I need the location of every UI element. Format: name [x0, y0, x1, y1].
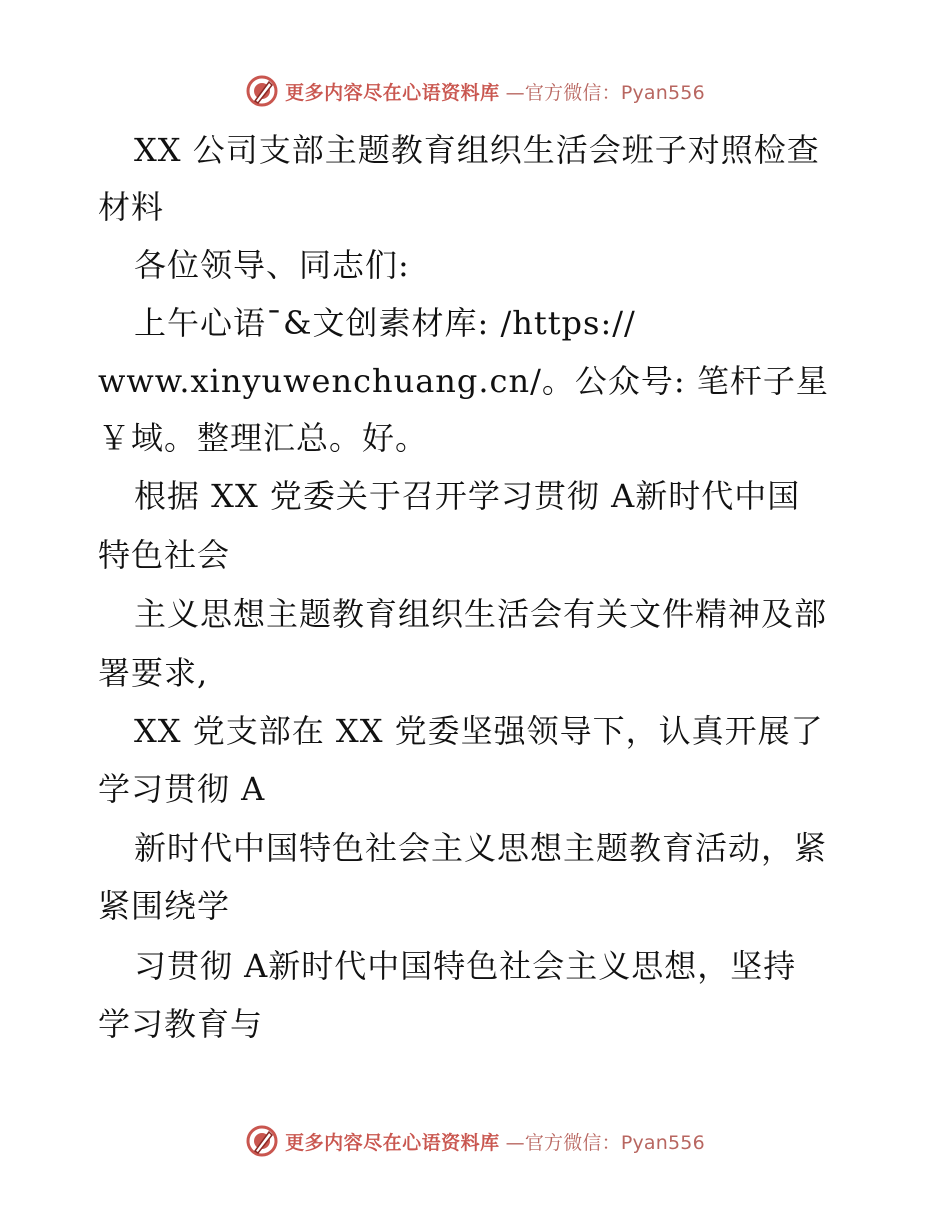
body-line: 习贯彻 A新时代中国特色社会主义思想，坚持 — [134, 947, 797, 985]
salutation: 各位领导、同志们: — [134, 246, 410, 284]
body-line: www.xinyuwenchuang.cn/。公众号: 笔杆子星 — [98, 362, 829, 400]
document-title-line-1: XX 公司支部主题教育组织生活会班子对照检查 — [134, 131, 820, 169]
footer-banner — [0, 1121, 950, 1161]
pen-logo-icon — [245, 1124, 279, 1158]
header-banner-wechat: —官方微信：Pyan556 — [505, 81, 705, 104]
body-line: 署要求, — [98, 654, 209, 692]
document-title-line-2: 材料 — [98, 188, 165, 226]
body-line: 根据 XX 党委关于召开学习贯彻 A新时代中国 — [134, 477, 801, 515]
body-line: XX 党支部在 XX 党委坚强领导下，认真开展了 — [134, 712, 824, 750]
body-line: 学习教育与 — [98, 1005, 264, 1043]
body-line: 紧围绕学 — [98, 887, 231, 925]
footer-banner-wechat: —官方微信：Pyan556 — [505, 1131, 705, 1154]
body-line: 上午心语¯&文创素材库: /https:// — [134, 304, 636, 342]
header-banner-lead: 更多内容尽在心语资料库 — [285, 81, 500, 104]
body-line: 特色社会 — [98, 536, 231, 574]
body-line: 学习贯彻 A — [98, 770, 266, 808]
body-line: 新时代中国特色社会主义思想主题教育活动，紧 — [134, 829, 828, 867]
body-line: ￥域。整理汇总。好。 — [98, 419, 429, 457]
body-line: 主义思想主题教育组织生活会有关文件精神及部 — [134, 595, 828, 633]
footer-banner-lead: 更多内容尽在心语资料库 — [285, 1131, 500, 1154]
